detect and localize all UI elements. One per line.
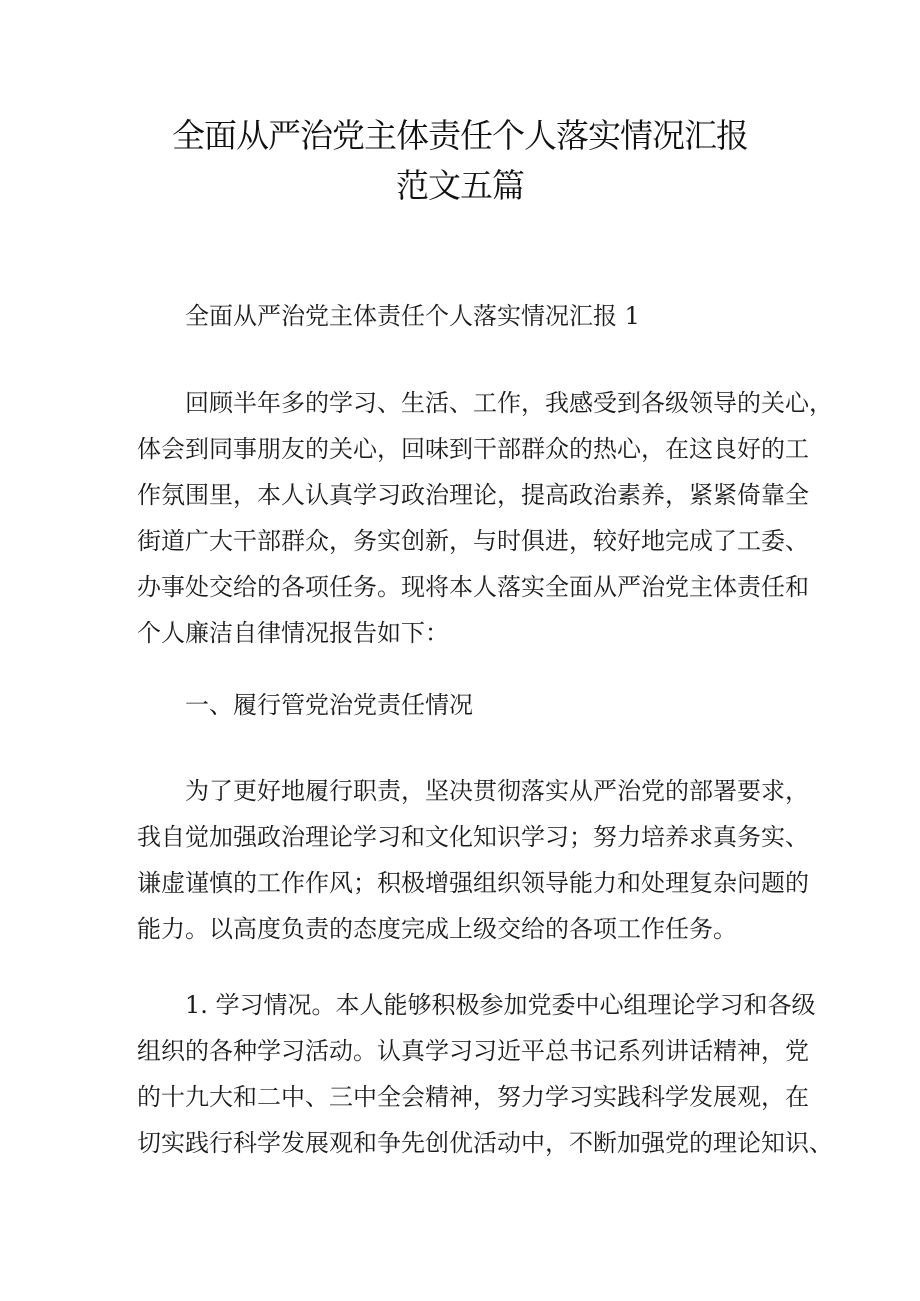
paragraph-line: 的十九大和二中、三中全会精神，努力学习实践科学发展观，在 bbox=[137, 1083, 809, 1111]
paragraph-line: 为了更好地履行职责，坚决贯彻落实从严治党的部署要求， bbox=[185, 777, 809, 805]
paragraph-line: 1. 学习情况。本人能够积极参加党委中心组理论学习和各级 bbox=[185, 991, 816, 1019]
section-heading bbox=[137, 293, 797, 339]
paragraph-three bbox=[137, 982, 833, 1166]
document-title-line-1: 全面从严治党主体责任个人落实情况汇报 bbox=[172, 116, 748, 155]
paragraph-line: 作氛围里，本人认真学习政治理论，提高政治素养，紧紧倚靠全 bbox=[137, 481, 809, 509]
paragraph-line: 回顾半年多的学习、生活、工作，我感受到各级领导的关心， bbox=[185, 389, 833, 417]
paragraph-line: 街道广大干部群众，务实创新，与时俱进，较好地完成了工委、 bbox=[137, 527, 809, 555]
paragraph-line: 我自觉加强政治理论学习和文化知识学习；努力培养求真务实、 bbox=[137, 823, 809, 851]
heading-one-text: 一、履行管党治党责任情况 bbox=[185, 691, 473, 719]
paragraph-line: 能力。以高度负责的态度完成上级交给的各项工作任务。 bbox=[137, 915, 737, 943]
section-heading-text: 全面从严治党主体责任个人落实情况汇报 1 bbox=[185, 302, 640, 330]
paragraph-two bbox=[137, 768, 809, 952]
paragraph-line: 体会到同事朋友的关心，回味到干部群众的热心，在这良好的工 bbox=[137, 435, 809, 463]
heading-one bbox=[137, 682, 797, 728]
intro-paragraph bbox=[137, 380, 833, 656]
paragraph-line: 办事处交给的各项任务。现将本人落实全面从严治党主体责任和 bbox=[137, 573, 809, 601]
paragraph-line: 谦虚谨慎的工作作风；积极增强组织领导能力和处理复杂问题的 bbox=[137, 869, 809, 897]
paragraph-line: 个人廉洁自律情况报告如下： bbox=[137, 619, 449, 647]
document-title-line-2: 范文五篇 bbox=[396, 166, 524, 205]
paragraph-line: 切实践行科学发展观和争先创优活动中，不断加强党的理论知识、 bbox=[137, 1129, 833, 1157]
paragraph-line: 组织的各种学习活动。认真学习习近平总书记系列讲话精神，党 bbox=[137, 1037, 809, 1065]
